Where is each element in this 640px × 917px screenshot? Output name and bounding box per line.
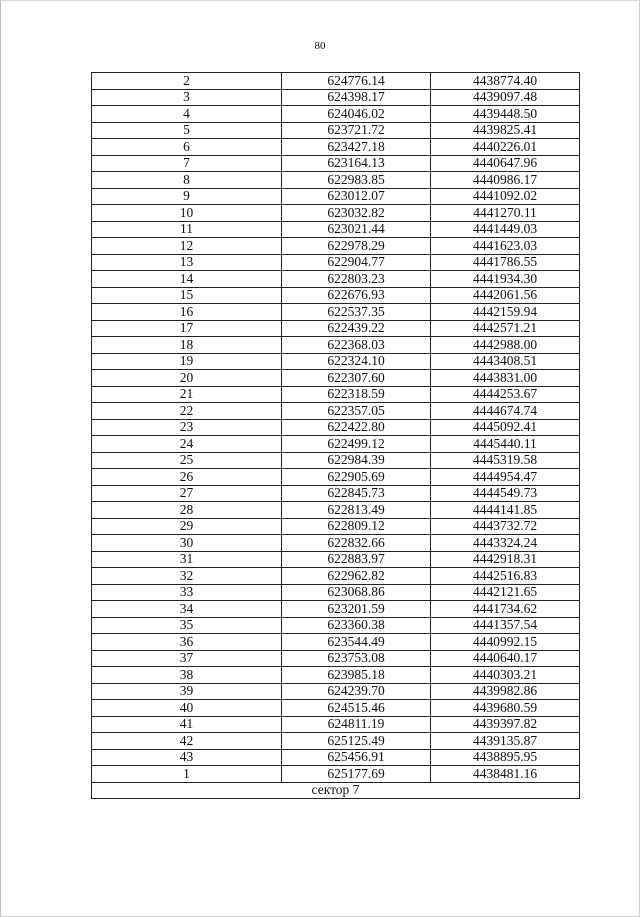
y-coordinate-cell: 4441734.62 [431, 601, 580, 618]
x-coordinate-cell: 622845.73 [282, 485, 431, 502]
table-row [92, 683, 580, 700]
table-row [92, 155, 580, 172]
x-coordinate-cell: 622357.05 [282, 403, 431, 420]
x-coordinate-cell: 623544.49 [282, 634, 431, 651]
table-row [92, 700, 580, 717]
x-coordinate-cell: 623021.44 [282, 221, 431, 238]
table-row [92, 122, 580, 139]
y-coordinate-cell: 4440992.15 [431, 634, 580, 651]
page-number: 80 [314, 40, 326, 52]
point-number-cell: 37 [92, 650, 282, 667]
section-row [92, 782, 580, 799]
point-number-cell: 3 [92, 89, 282, 106]
table-row [92, 568, 580, 585]
table-row [92, 419, 580, 436]
table-row [92, 436, 580, 453]
coordinates-table [91, 72, 580, 799]
y-coordinate-cell: 4442571.21 [431, 320, 580, 337]
x-coordinate-cell: 622318.59 [282, 386, 431, 403]
table-row [92, 386, 580, 403]
y-coordinate-cell: 4442988.00 [431, 337, 580, 354]
y-coordinate-cell: 4439825.41 [431, 122, 580, 139]
y-coordinate-cell: 4439135.87 [431, 733, 580, 750]
point-number-cell: 24 [92, 436, 282, 453]
x-coordinate-cell: 622439.22 [282, 320, 431, 337]
table-row [92, 287, 580, 304]
y-coordinate-cell: 4445440.11 [431, 436, 580, 453]
table-row [92, 353, 580, 370]
x-coordinate-cell: 622904.77 [282, 254, 431, 271]
x-coordinate-cell: 623068.86 [282, 584, 431, 601]
x-coordinate-cell: 623201.59 [282, 601, 431, 618]
point-number-cell: 16 [92, 304, 282, 321]
point-number-cell: 5 [92, 122, 282, 139]
x-coordinate-cell: 622368.03 [282, 337, 431, 354]
table-row [92, 172, 580, 189]
x-coordinate-cell: 624515.46 [282, 700, 431, 717]
point-number-cell: 12 [92, 238, 282, 255]
y-coordinate-cell: 4441092.02 [431, 188, 580, 205]
x-coordinate-cell: 625456.91 [282, 749, 431, 766]
point-number-cell: 10 [92, 205, 282, 222]
table-row [92, 205, 580, 222]
x-coordinate-cell: 622307.60 [282, 370, 431, 387]
y-coordinate-cell: 4444253.67 [431, 386, 580, 403]
y-coordinate-cell: 4440226.01 [431, 139, 580, 156]
table-row [92, 584, 580, 601]
y-coordinate-cell: 4439448.50 [431, 106, 580, 123]
table-row [92, 749, 580, 766]
x-coordinate-cell: 622676.93 [282, 287, 431, 304]
y-coordinate-cell: 4441449.03 [431, 221, 580, 238]
section-label: сектор 7 [92, 782, 580, 799]
y-coordinate-cell: 4444954.47 [431, 469, 580, 486]
y-coordinate-cell: 4445092.41 [431, 419, 580, 436]
x-coordinate-cell: 622803.23 [282, 271, 431, 288]
x-coordinate-cell: 622978.29 [282, 238, 431, 255]
table-row [92, 601, 580, 618]
point-number-cell: 33 [92, 584, 282, 601]
y-coordinate-cell: 4441357.54 [431, 617, 580, 634]
x-coordinate-cell: 623427.18 [282, 139, 431, 156]
table-row [92, 89, 580, 106]
y-coordinate-cell: 4439397.82 [431, 716, 580, 733]
point-number-cell: 25 [92, 452, 282, 469]
table-row [92, 370, 580, 387]
y-coordinate-cell: 4438895.95 [431, 749, 580, 766]
table-row [92, 469, 580, 486]
x-coordinate-cell: 622499.12 [282, 436, 431, 453]
y-coordinate-cell: 4441270.11 [431, 205, 580, 222]
point-number-cell: 36 [92, 634, 282, 651]
table-row [92, 304, 580, 321]
point-number-cell: 43 [92, 749, 282, 766]
table-row [92, 502, 580, 519]
point-number-cell: 35 [92, 617, 282, 634]
x-coordinate-cell: 622813.49 [282, 502, 431, 519]
x-coordinate-cell: 622832.66 [282, 535, 431, 552]
x-coordinate-cell: 623012.07 [282, 188, 431, 205]
x-coordinate-cell: 625125.49 [282, 733, 431, 750]
x-coordinate-cell: 622962.82 [282, 568, 431, 585]
point-number-cell: 19 [92, 353, 282, 370]
point-number-cell: 22 [92, 403, 282, 420]
x-coordinate-cell: 623721.72 [282, 122, 431, 139]
point-number-cell: 23 [92, 419, 282, 436]
table-row [92, 254, 580, 271]
x-coordinate-cell: 624046.02 [282, 106, 431, 123]
point-number-cell: 39 [92, 683, 282, 700]
x-coordinate-cell: 624811.19 [282, 716, 431, 733]
table-row [92, 320, 580, 337]
table-row [92, 452, 580, 469]
y-coordinate-cell: 4442516.83 [431, 568, 580, 585]
y-coordinate-cell: 4440640.17 [431, 650, 580, 667]
point-number-cell: 31 [92, 551, 282, 568]
table-row [92, 766, 580, 783]
table-row [92, 716, 580, 733]
y-coordinate-cell: 4438774.40 [431, 73, 580, 90]
point-number-cell: 15 [92, 287, 282, 304]
x-coordinate-cell: 623164.13 [282, 155, 431, 172]
table-row [92, 73, 580, 90]
table-row [92, 238, 580, 255]
table-row [92, 535, 580, 552]
point-number-cell: 40 [92, 700, 282, 717]
x-coordinate-cell: 622983.85 [282, 172, 431, 189]
x-coordinate-cell: 622905.69 [282, 469, 431, 486]
y-coordinate-cell: 4440986.17 [431, 172, 580, 189]
point-number-cell: 29 [92, 518, 282, 535]
x-coordinate-cell: 622984.39 [282, 452, 431, 469]
table-row [92, 634, 580, 651]
y-coordinate-cell: 4442918.31 [431, 551, 580, 568]
table-row [92, 617, 580, 634]
y-coordinate-cell: 4442121.65 [431, 584, 580, 601]
point-number-cell: 13 [92, 254, 282, 271]
y-coordinate-cell: 4438481.16 [431, 766, 580, 783]
point-number-cell: 6 [92, 139, 282, 156]
y-coordinate-cell: 4440647.96 [431, 155, 580, 172]
table-row [92, 106, 580, 123]
table-row [92, 667, 580, 684]
y-coordinate-cell: 4441934.30 [431, 271, 580, 288]
x-coordinate-cell: 623753.08 [282, 650, 431, 667]
table-row [92, 271, 580, 288]
y-coordinate-cell: 4439680.59 [431, 700, 580, 717]
y-coordinate-cell: 4444549.73 [431, 485, 580, 502]
y-coordinate-cell: 4444141.85 [431, 502, 580, 519]
x-coordinate-cell: 622537.35 [282, 304, 431, 321]
y-coordinate-cell: 4445319.58 [431, 452, 580, 469]
y-coordinate-cell: 4442061.56 [431, 287, 580, 304]
table-row [92, 650, 580, 667]
point-number-cell: 21 [92, 386, 282, 403]
x-coordinate-cell: 622883.97 [282, 551, 431, 568]
point-number-cell: 8 [92, 172, 282, 189]
table-row [92, 485, 580, 502]
x-coordinate-cell: 623360.38 [282, 617, 431, 634]
point-number-cell: 38 [92, 667, 282, 684]
y-coordinate-cell: 4443732.72 [431, 518, 580, 535]
y-coordinate-cell: 4441623.03 [431, 238, 580, 255]
table-row [92, 518, 580, 535]
table-row [92, 337, 580, 354]
point-number-cell: 41 [92, 716, 282, 733]
x-coordinate-cell: 622422.80 [282, 419, 431, 436]
point-number-cell: 30 [92, 535, 282, 552]
y-coordinate-cell: 4439097.48 [431, 89, 580, 106]
point-number-cell: 28 [92, 502, 282, 519]
coordinates-table-body [92, 73, 580, 799]
y-coordinate-cell: 4441786.55 [431, 254, 580, 271]
x-coordinate-cell: 624239.70 [282, 683, 431, 700]
y-coordinate-cell: 4439982.86 [431, 683, 580, 700]
table-row [92, 551, 580, 568]
y-coordinate-cell: 4442159.94 [431, 304, 580, 321]
x-coordinate-cell: 622324.10 [282, 353, 431, 370]
x-coordinate-cell: 623032.82 [282, 205, 431, 222]
table-row [92, 139, 580, 156]
table-row [92, 403, 580, 420]
point-number-cell: 2 [92, 73, 282, 90]
point-number-cell: 18 [92, 337, 282, 354]
table-row [92, 221, 580, 238]
point-number-cell: 26 [92, 469, 282, 486]
y-coordinate-cell: 4444674.74 [431, 403, 580, 420]
y-coordinate-cell: 4443324.24 [431, 535, 580, 552]
point-number-cell: 14 [92, 271, 282, 288]
table-row [92, 188, 580, 205]
point-number-cell: 32 [92, 568, 282, 585]
point-number-cell: 7 [92, 155, 282, 172]
x-coordinate-cell: 622809.12 [282, 518, 431, 535]
y-coordinate-cell: 4440303.21 [431, 667, 580, 684]
point-number-cell: 20 [92, 370, 282, 387]
point-number-cell: 34 [92, 601, 282, 618]
x-coordinate-cell: 625177.69 [282, 766, 431, 783]
point-number-cell: 11 [92, 221, 282, 238]
point-number-cell: 17 [92, 320, 282, 337]
y-coordinate-cell: 4443408.51 [431, 353, 580, 370]
table-row [92, 733, 580, 750]
y-coordinate-cell: 4443831.00 [431, 370, 580, 387]
point-number-cell: 9 [92, 188, 282, 205]
point-number-cell: 1 [92, 766, 282, 783]
point-number-cell: 4 [92, 106, 282, 123]
x-coordinate-cell: 624776.14 [282, 73, 431, 90]
x-coordinate-cell: 624398.17 [282, 89, 431, 106]
x-coordinate-cell: 623985.18 [282, 667, 431, 684]
point-number-cell: 42 [92, 733, 282, 750]
point-number-cell: 27 [92, 485, 282, 502]
